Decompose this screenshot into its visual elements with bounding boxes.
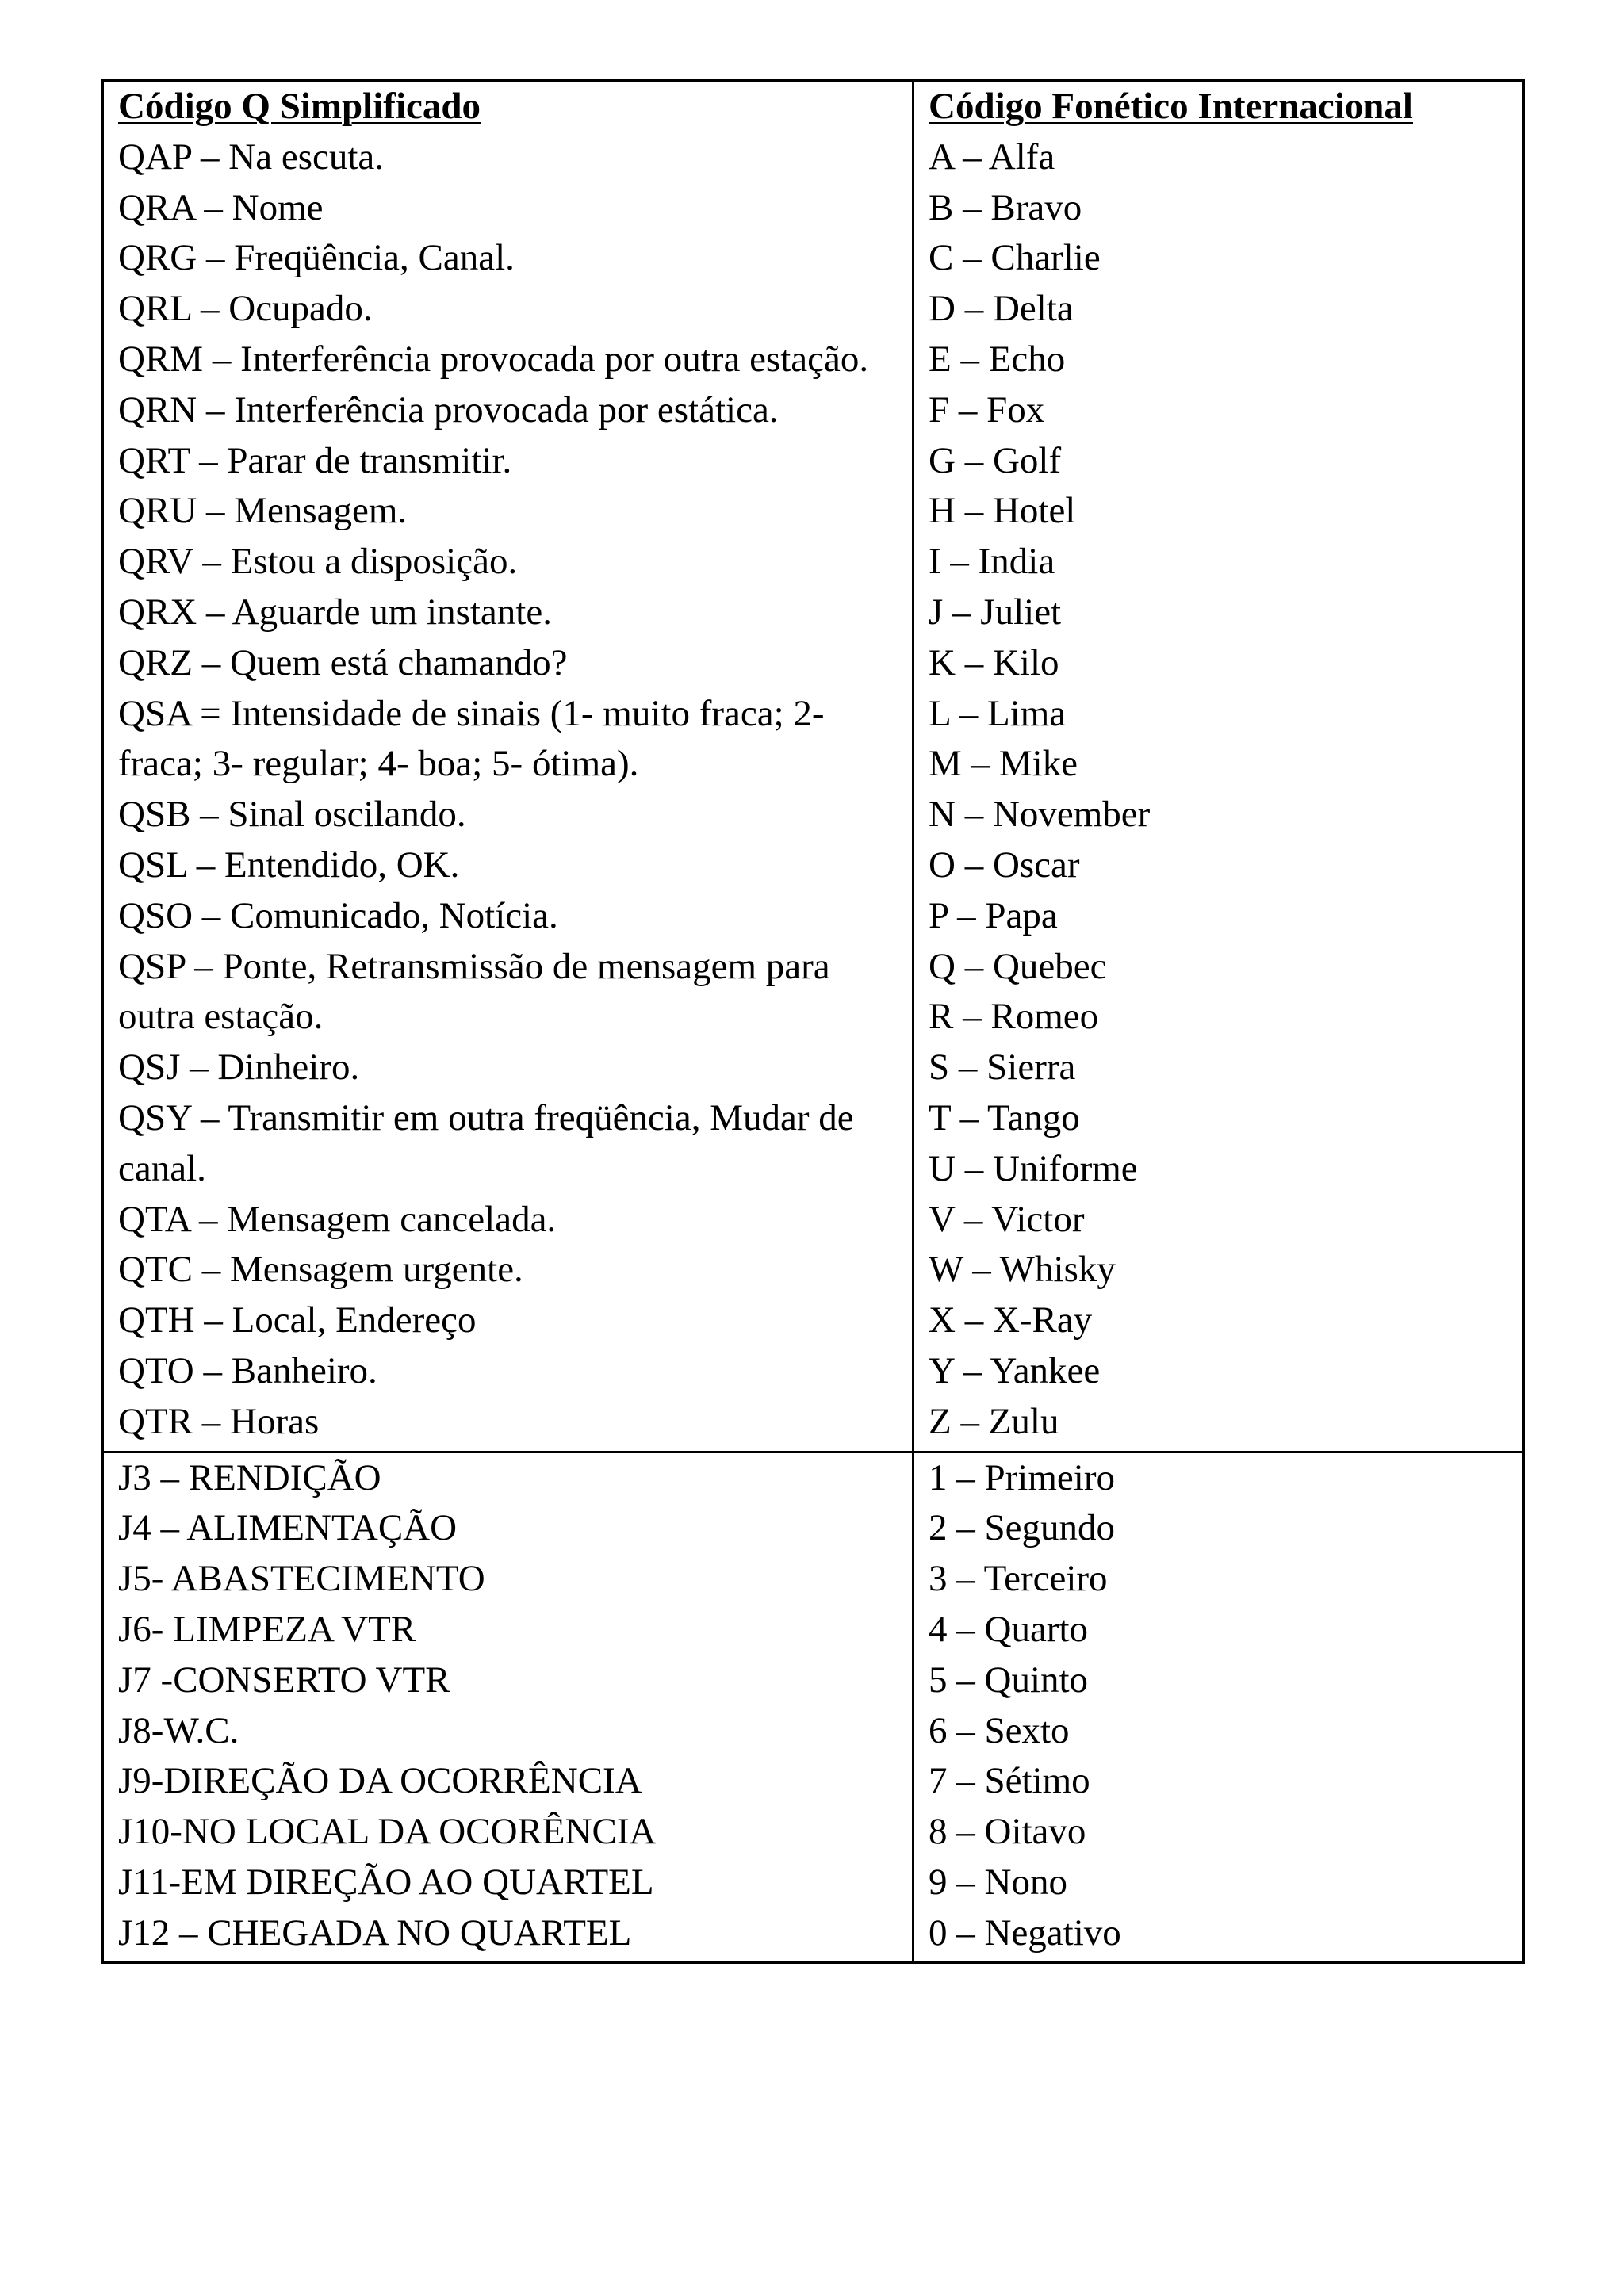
list-item: QRN – Interferência provocada por estática. xyxy=(118,388,779,430)
list-item: QRU – Mensagem. xyxy=(118,490,408,532)
list-item: 2 – Segundo xyxy=(929,1507,1115,1549)
list-item: K – Kilo xyxy=(929,641,1059,683)
list-item: QSA = Intensidade de sinais (1- muito fraca; 2- fraca; 3- regular; 4- boa; 5- ótima). xyxy=(118,692,825,785)
list-item: N – November xyxy=(929,794,1151,836)
list-item: QSO – Comunicado, Notícia. xyxy=(118,894,558,936)
list-item: P – Papa xyxy=(929,894,1058,936)
list-item: QAP – Na escuta. xyxy=(118,136,385,178)
j-code-cell xyxy=(103,1452,914,1963)
q-code-cell xyxy=(103,81,914,1452)
list-item: QTA – Mensagem cancelada. xyxy=(118,1198,557,1240)
list-item: U – Uniforme xyxy=(929,1147,1138,1189)
numbers-cell xyxy=(914,1452,1524,1963)
list-item: R – Romeo xyxy=(929,996,1099,1038)
list-item: F – Fox xyxy=(929,388,1045,430)
list-item: J12 – CHEGADA NO QUARTEL xyxy=(118,1911,632,1954)
list-item: J3 – RENDIÇÃO xyxy=(118,1456,381,1498)
list-item: 8 – Oitavo xyxy=(929,1811,1086,1853)
phonetic-heading: Código Fonético Internacional xyxy=(929,86,1413,127)
list-item: T – Tango xyxy=(929,1096,1080,1138)
list-item: J7 -CONSERTO VTR xyxy=(118,1659,450,1701)
list-item: QRV – Estou a disposição. xyxy=(118,541,518,583)
list-item: QTR – Horas xyxy=(118,1400,320,1442)
list-item: V – Victor xyxy=(929,1198,1085,1240)
phonetic-cell xyxy=(914,81,1524,1452)
list-item: Y – Yankee xyxy=(929,1349,1101,1391)
list-item: A – Alfa xyxy=(929,136,1055,178)
list-item: QRM – Interferência provocada por outra estação. xyxy=(118,338,869,380)
list-item: J6- LIMPEZA VTR xyxy=(118,1608,416,1650)
list-item: S – Sierra xyxy=(929,1047,1076,1089)
list-item: M – Mike xyxy=(929,743,1078,785)
list-item: QSY – Transmitir em outra freqüência, Mudar de canal. xyxy=(118,1096,854,1189)
list-item: QRX – Aguarde um instante. xyxy=(118,591,552,633)
list-item: QTH – Local, Endereço xyxy=(118,1299,477,1341)
list-item: J4 – ALIMENTAÇÃO xyxy=(118,1507,458,1549)
list-item: B – Bravo xyxy=(929,186,1082,228)
list-item: W – Whisky xyxy=(929,1249,1116,1291)
list-item: QRA – Nome xyxy=(118,186,324,228)
list-item: H – Hotel xyxy=(929,490,1076,532)
list-item: J8-W.C. xyxy=(118,1709,239,1751)
list-item: E – Echo xyxy=(929,338,1066,380)
list-item: C – Charlie xyxy=(929,237,1101,279)
codes-table xyxy=(102,79,1525,1964)
list-item: QSJ – Dinheiro. xyxy=(118,1047,360,1089)
list-item: QRZ – Quem está chamando? xyxy=(118,641,568,683)
list-item: J10-NO LOCAL DA OCORÊNCIA xyxy=(118,1811,657,1853)
list-item: J5- ABASTECIMENTO xyxy=(118,1558,485,1600)
list-item: G – Golf xyxy=(929,439,1062,481)
list-item: 9 – Nono xyxy=(929,1861,1067,1903)
table-row-bottom xyxy=(103,1452,1524,1963)
list-item: QSL – Entendido, OK. xyxy=(118,844,460,886)
list-item: QRG – Freqüência, Canal. xyxy=(118,237,515,279)
list-item: 0 – Negativo xyxy=(929,1911,1121,1954)
table-row-top xyxy=(103,81,1524,1452)
list-item: QTC – Mensagem urgente. xyxy=(118,1249,523,1291)
list-item: 7 – Sétimo xyxy=(929,1760,1090,1802)
list-item: J9-DIREÇÃO DA OCORRÊNCIA xyxy=(118,1760,642,1802)
list-item: O – Oscar xyxy=(929,844,1080,886)
list-item: J11-EM DIREÇÃO AO QUARTEL xyxy=(118,1861,654,1903)
list-item: D – Delta xyxy=(929,288,1074,330)
list-item: 3 – Terceiro xyxy=(929,1558,1108,1600)
q-code-heading: Código Q Simplificado xyxy=(118,86,481,127)
list-item: QSB – Sinal oscilando. xyxy=(118,794,466,836)
q-code-list xyxy=(118,132,898,1448)
list-item: 1 – Primeiro xyxy=(929,1456,1115,1498)
list-item: 5 – Quinto xyxy=(929,1659,1089,1701)
list-item: QSP – Ponte, Retransmissão de mensagem para outra estação. xyxy=(118,945,830,1038)
list-item: Z – Zulu xyxy=(929,1400,1059,1442)
list-item: QTO – Banheiro. xyxy=(118,1349,377,1391)
list-item: X – X-Ray xyxy=(929,1299,1093,1341)
list-item: Q – Quebec xyxy=(929,945,1107,987)
numbers-list xyxy=(929,1453,1508,1959)
list-item: L – Lima xyxy=(929,692,1067,734)
list-item: QRL – Ocupado. xyxy=(118,288,373,330)
list-item: 6 – Sexto xyxy=(929,1709,1070,1751)
list-item: I – India xyxy=(929,541,1055,583)
list-item: J – Juliet xyxy=(929,591,1062,633)
phonetic-list xyxy=(929,132,1508,1448)
list-item: QRT – Parar de transmitir. xyxy=(118,439,512,481)
list-item: 4 – Quarto xyxy=(929,1608,1089,1650)
j-code-list xyxy=(118,1453,898,1959)
